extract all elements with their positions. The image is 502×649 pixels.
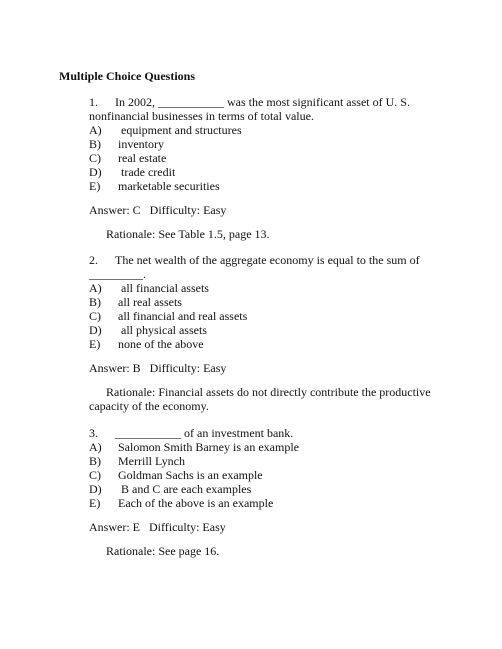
option-letter: B) <box>89 454 101 468</box>
option-letter: C) <box>89 468 101 482</box>
option-e <box>89 179 449 193</box>
option-letter: E) <box>89 337 101 351</box>
option-letter: B) <box>89 137 101 151</box>
question-text: The net wealth of the aggregate economy is equal to the sum of _________. <box>89 253 420 281</box>
option-d <box>89 482 449 496</box>
question-stem <box>89 253 449 281</box>
section-heading: Multiple Choice Questions <box>59 69 196 83</box>
option-text: all financial and real assets <box>118 309 248 323</box>
option-c <box>89 151 449 165</box>
option-text: real estate <box>118 151 167 165</box>
option-text: marketable securities <box>118 179 220 193</box>
option-text: equipment and structures <box>118 123 242 137</box>
option-letter: D) <box>89 165 102 179</box>
option-letter: D) <box>89 482 102 496</box>
option-letter: C) <box>89 151 101 165</box>
option-letter: D) <box>89 323 102 337</box>
option-letter: C) <box>89 309 101 323</box>
answer-difficulty: Answer: E Difficulty: Easy <box>89 520 226 534</box>
option-text: Merrill Lynch <box>118 454 185 468</box>
question-3 <box>89 426 449 558</box>
option-text: all real assets <box>118 295 182 309</box>
option-letter: A) <box>89 281 102 295</box>
rationale: Rationale: Financial assets do not directly contribute the productive capacity of the economy. <box>89 385 431 413</box>
option-text: trade credit <box>118 165 176 179</box>
option-letter: A) <box>89 123 102 137</box>
question-2 <box>89 253 449 413</box>
option-letter: E) <box>89 179 101 193</box>
option-letter: B) <box>89 295 101 309</box>
question-stem <box>89 95 449 123</box>
question-number: 1. <box>89 95 98 109</box>
option-text: inventory <box>118 137 164 151</box>
option-b <box>89 295 449 309</box>
option-a <box>89 123 449 137</box>
option-e <box>89 496 449 510</box>
answer-difficulty: Answer: B Difficulty: Easy <box>89 361 227 375</box>
option-c <box>89 468 449 482</box>
answer-options <box>89 281 449 351</box>
option-text: B and C are each examples <box>118 482 252 496</box>
option-e <box>89 337 449 351</box>
rationale: Rationale: See Table 1.5, page 13. <box>106 227 270 241</box>
answer-difficulty: Answer: C Difficulty: Easy <box>89 203 227 217</box>
option-a <box>89 281 449 295</box>
option-b <box>89 454 449 468</box>
option-letter: A) <box>89 440 102 454</box>
question-text: In 2002, ___________ was the most significant asset of U. S. nonfinancial businesses in terms of total value. <box>89 95 410 123</box>
option-text: Goldman Sachs is an example <box>118 468 263 482</box>
rationale: Rationale: See page 16. <box>106 544 220 558</box>
option-text: all physical assets <box>118 323 207 337</box>
answer-options <box>89 440 449 510</box>
option-text: Salomon Smith Barney is an example <box>118 440 299 454</box>
option-text: none of the above <box>118 337 204 351</box>
option-d <box>89 323 449 337</box>
option-letter: E) <box>89 496 101 510</box>
option-text: all financial assets <box>118 281 209 295</box>
option-b <box>89 137 449 151</box>
question-number: 2. <box>89 253 98 267</box>
option-text: Each of the above is an example <box>118 496 274 510</box>
option-d <box>89 165 449 179</box>
question-number: 3. <box>89 426 98 440</box>
option-a <box>89 440 449 454</box>
option-c <box>89 309 449 323</box>
question-1 <box>89 95 449 241</box>
answer-options <box>89 123 449 193</box>
question-text: ___________ of an investment bank. <box>115 426 294 440</box>
question-stem <box>89 426 449 440</box>
